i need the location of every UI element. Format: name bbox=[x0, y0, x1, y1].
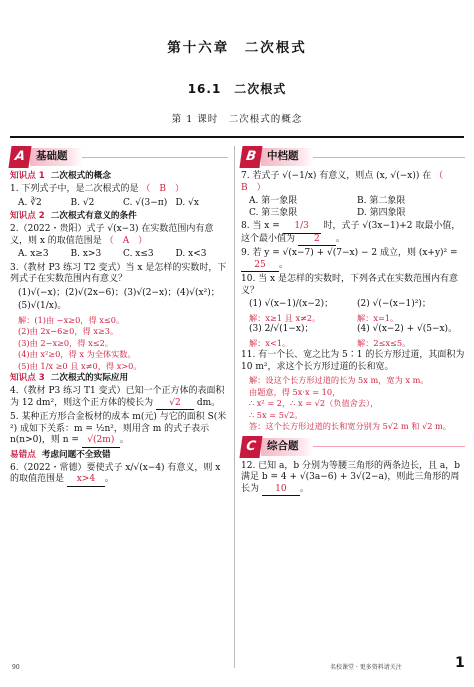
q5-answer: √(2m) bbox=[82, 435, 120, 448]
kp-title: 考虑问题不全致错 bbox=[41, 449, 111, 460]
q7-option-b: B. 第二象限 bbox=[357, 196, 406, 207]
tier-badge: B bbox=[239, 146, 262, 168]
footer-right: 名校课堂 · 更多资料请关注 bbox=[330, 664, 402, 671]
lesson-title: 第 1 课时 二次根式的概念 bbox=[171, 114, 303, 125]
tier-line bbox=[82, 157, 229, 158]
q8-x-answer: 1/3 bbox=[283, 221, 321, 234]
q10-item-1: (1) √(x−1)/(x−2)； bbox=[249, 299, 334, 310]
q1-option-b: B. √2 bbox=[70, 197, 95, 208]
tier-line bbox=[313, 446, 466, 447]
q2-option-c: C. x≤3 bbox=[123, 249, 154, 260]
question-2 bbox=[10, 224, 228, 247]
question-5 bbox=[10, 412, 228, 448]
left-column bbox=[10, 146, 228, 489]
q7-answer: （ B ） bbox=[241, 171, 453, 193]
q1-options bbox=[18, 198, 228, 210]
q4-stem: 4.（教材 P3 练习 T1 变式）已知一个正方体的表面积为 12 dm²，则这个正方体的棱长为 bbox=[10, 386, 225, 408]
q11-solution-4: ∴ 5x = 5√2。 bbox=[249, 409, 303, 420]
question-1 bbox=[10, 184, 228, 196]
knowledge-point-3 bbox=[10, 373, 228, 384]
q2-answer: （ A ） bbox=[104, 235, 148, 246]
q3-solution-1: 解：(1)由 −x≥0，得 x≤0。 bbox=[18, 314, 125, 325]
kp-tag: 知识点 3 bbox=[10, 373, 45, 384]
q3-solution-4: (4)由 x²≥0，得 x 为全体实数。 bbox=[18, 349, 136, 360]
right-column bbox=[241, 146, 465, 498]
divider bbox=[10, 136, 464, 138]
question-8 bbox=[241, 221, 465, 246]
q7-option-d: D. 第四象限 bbox=[357, 207, 406, 218]
q3-items: (1)√(−x)；(2)√(2x−6)；(3)√(2−x)；(4)√(x²)； bbox=[18, 287, 220, 298]
q10-item-2: (2) √(−(x−1)²)； bbox=[357, 299, 431, 310]
knowledge-point-1 bbox=[10, 171, 228, 182]
q10-solution-1: 解：x≥1 且 x≠2。 bbox=[249, 312, 321, 323]
question-11 bbox=[241, 350, 465, 373]
tier-line bbox=[313, 157, 466, 158]
q5-stem: 5. 某种正方形合金板材的成本 m(元) 与它的面积 S(米²) 成如下关系：m = ½n²，则用含 m 的式子表示 n(n>0)，则 n = bbox=[10, 412, 227, 446]
question-3 bbox=[10, 263, 228, 286]
kp-tag: 知识点 2 bbox=[10, 211, 45, 222]
column-divider bbox=[234, 146, 235, 668]
q2-options bbox=[18, 249, 228, 261]
tier-name: 基础题 bbox=[30, 148, 82, 166]
kp-tag: 易错点 bbox=[10, 449, 36, 460]
page-number: 1 bbox=[455, 655, 465, 671]
kp-tag: 知识点 1 bbox=[10, 171, 45, 181]
q2-stem: 2.（2022・贵阳）式子 √(x−3) 在实数范围内有意义，则 x 的取值范围是 bbox=[10, 224, 214, 246]
question-12 bbox=[241, 461, 465, 497]
q8-end: 。 bbox=[335, 233, 345, 244]
tier-comprehensive-header bbox=[241, 436, 465, 458]
q12-answer: 10 bbox=[262, 484, 300, 497]
kp-title: 二次根式有意义的条件 bbox=[50, 211, 137, 222]
q10-items-row2 bbox=[249, 324, 465, 336]
q4-answer: √2 bbox=[156, 398, 194, 411]
q10-items-row1 bbox=[249, 299, 465, 311]
question-4 bbox=[10, 386, 228, 410]
q6-stem: 6.（2022・常德）要使式子 x/√(x−4) 有意义，则 x 的取值范围是 bbox=[10, 462, 221, 485]
q7-option-c: C. 第三象限 bbox=[249, 207, 298, 218]
tier-medium-header bbox=[241, 146, 465, 168]
q5-end: 。 bbox=[119, 435, 129, 446]
q10-solution-3: 解：x<1。 bbox=[249, 337, 291, 348]
q11-solution-3: ∴ x² = 2，∴ x = √2（负值舍去）， bbox=[249, 398, 379, 409]
q11-solution-5: 答：这个长方形过道的长和宽分别为 5√2 m 和 √2 m。 bbox=[249, 421, 451, 432]
q4-unit: dm。 bbox=[196, 397, 221, 408]
q12-end: 。 bbox=[299, 483, 309, 494]
q3-solution-3: (3)由 2−x≥0，得 x≤2。 bbox=[18, 337, 113, 348]
footer-left: 90 bbox=[12, 664, 20, 671]
q9-stem: 9. 若 y = √(x−7) + √(7−x) − 2 成立，则 (x+y)² = bbox=[241, 248, 458, 259]
tier-badge: C bbox=[239, 436, 262, 458]
q2-option-a: A. x≥3 bbox=[18, 249, 49, 260]
knowledge-point-2 bbox=[10, 211, 228, 222]
chapter-title: 第十六章 二次根式 bbox=[167, 40, 307, 56]
q7-options bbox=[249, 196, 465, 219]
q7-stem: 7. 若式子 √(−1/x) 有意义，则点 (x, √(−x)) 在 bbox=[241, 171, 432, 181]
q2-option-d: D. x<3 bbox=[175, 249, 207, 260]
question-9 bbox=[241, 248, 465, 272]
q6-end: 。 bbox=[104, 474, 114, 485]
tier-name: 综合题 bbox=[261, 438, 313, 456]
q8-stem2: 时，式子 √(3x−1)+2 取最小值，这个最小值为 bbox=[241, 221, 461, 244]
question-7 bbox=[241, 171, 465, 194]
q10-item-4: (4) √(x−2) + √(5−x)。 bbox=[357, 324, 458, 335]
q3-solution-2: (2)由 2x−6≥0，得 x≥3。 bbox=[18, 326, 119, 337]
q10-solutions-row1 bbox=[249, 313, 465, 324]
q10-solutions-row2 bbox=[249, 338, 465, 349]
q10-solution-2: 解：x=1。 bbox=[357, 312, 399, 323]
q11-solution-2: 由题意，得 5x·x = 10， bbox=[249, 386, 341, 397]
q3-solution-5: (5)由 1/x ≥0 且 x≠0，得 x>0。 bbox=[18, 360, 142, 371]
q10-stem: 10. 当 x 是怎样的实数时，下列各式在实数范围内有意义？ bbox=[241, 274, 458, 296]
q10-item-3: (3) 2/√(1−x)； bbox=[249, 324, 314, 335]
tier-name: 中档题 bbox=[261, 148, 313, 166]
q1-answer: （ B ） bbox=[141, 184, 184, 194]
q12-stem: 12. 已知 a，b 分别为等腰三角形的两条边长，且 a，b 满足 b = 4 + √(3a−6) + 3√(2−a)，则此三角形的周长为 bbox=[241, 460, 461, 494]
q9-end: 。 bbox=[279, 259, 289, 270]
q1-option-d: D. √x bbox=[175, 197, 199, 208]
q3-stem: 3.（教材 P3 练习 T2 变式）当 x 是怎样的实数时，下列式子在实数范围内有意义？ bbox=[10, 262, 227, 285]
q2-option-b: B. x>3 bbox=[70, 249, 102, 260]
tier-basic-header bbox=[10, 146, 228, 168]
section-title: 16.1 二次根式 bbox=[187, 82, 287, 96]
error-point bbox=[10, 450, 228, 461]
tier-badge: A bbox=[8, 146, 31, 168]
question-10 bbox=[241, 274, 465, 297]
q8-answer: 2 bbox=[298, 234, 336, 247]
q10-solution-4: 解：2≤x≤5。 bbox=[357, 337, 411, 348]
q1-stem: 1. 下列式子中，是二次根式的是 bbox=[10, 184, 139, 194]
q1-option-c: C. √(3−π) bbox=[123, 197, 168, 208]
q9-answer: 25 bbox=[241, 260, 279, 273]
q8-stem: 8. 当 x = bbox=[241, 221, 280, 232]
q11-solution-1: 解：设这个长方形过道的长为 5x m，宽为 x m。 bbox=[249, 375, 429, 386]
kp-title: 二次根式的实际应用 bbox=[50, 373, 129, 384]
q11-stem: 11. 有一个长、宽之比为 5∶1 的长方形过道，其面积为 10 m²，求这个长方形过道的长和宽。 bbox=[241, 350, 465, 372]
kp-title: 二次根式的概念 bbox=[50, 171, 111, 181]
q6-answer: x>4 bbox=[67, 474, 105, 487]
q3-item5: (5)√(1/x)。 bbox=[18, 301, 67, 312]
q1-option-a: A. ∛2 bbox=[18, 197, 42, 208]
question-6 bbox=[10, 463, 228, 487]
q7-option-a: A. 第一象限 bbox=[249, 196, 298, 207]
